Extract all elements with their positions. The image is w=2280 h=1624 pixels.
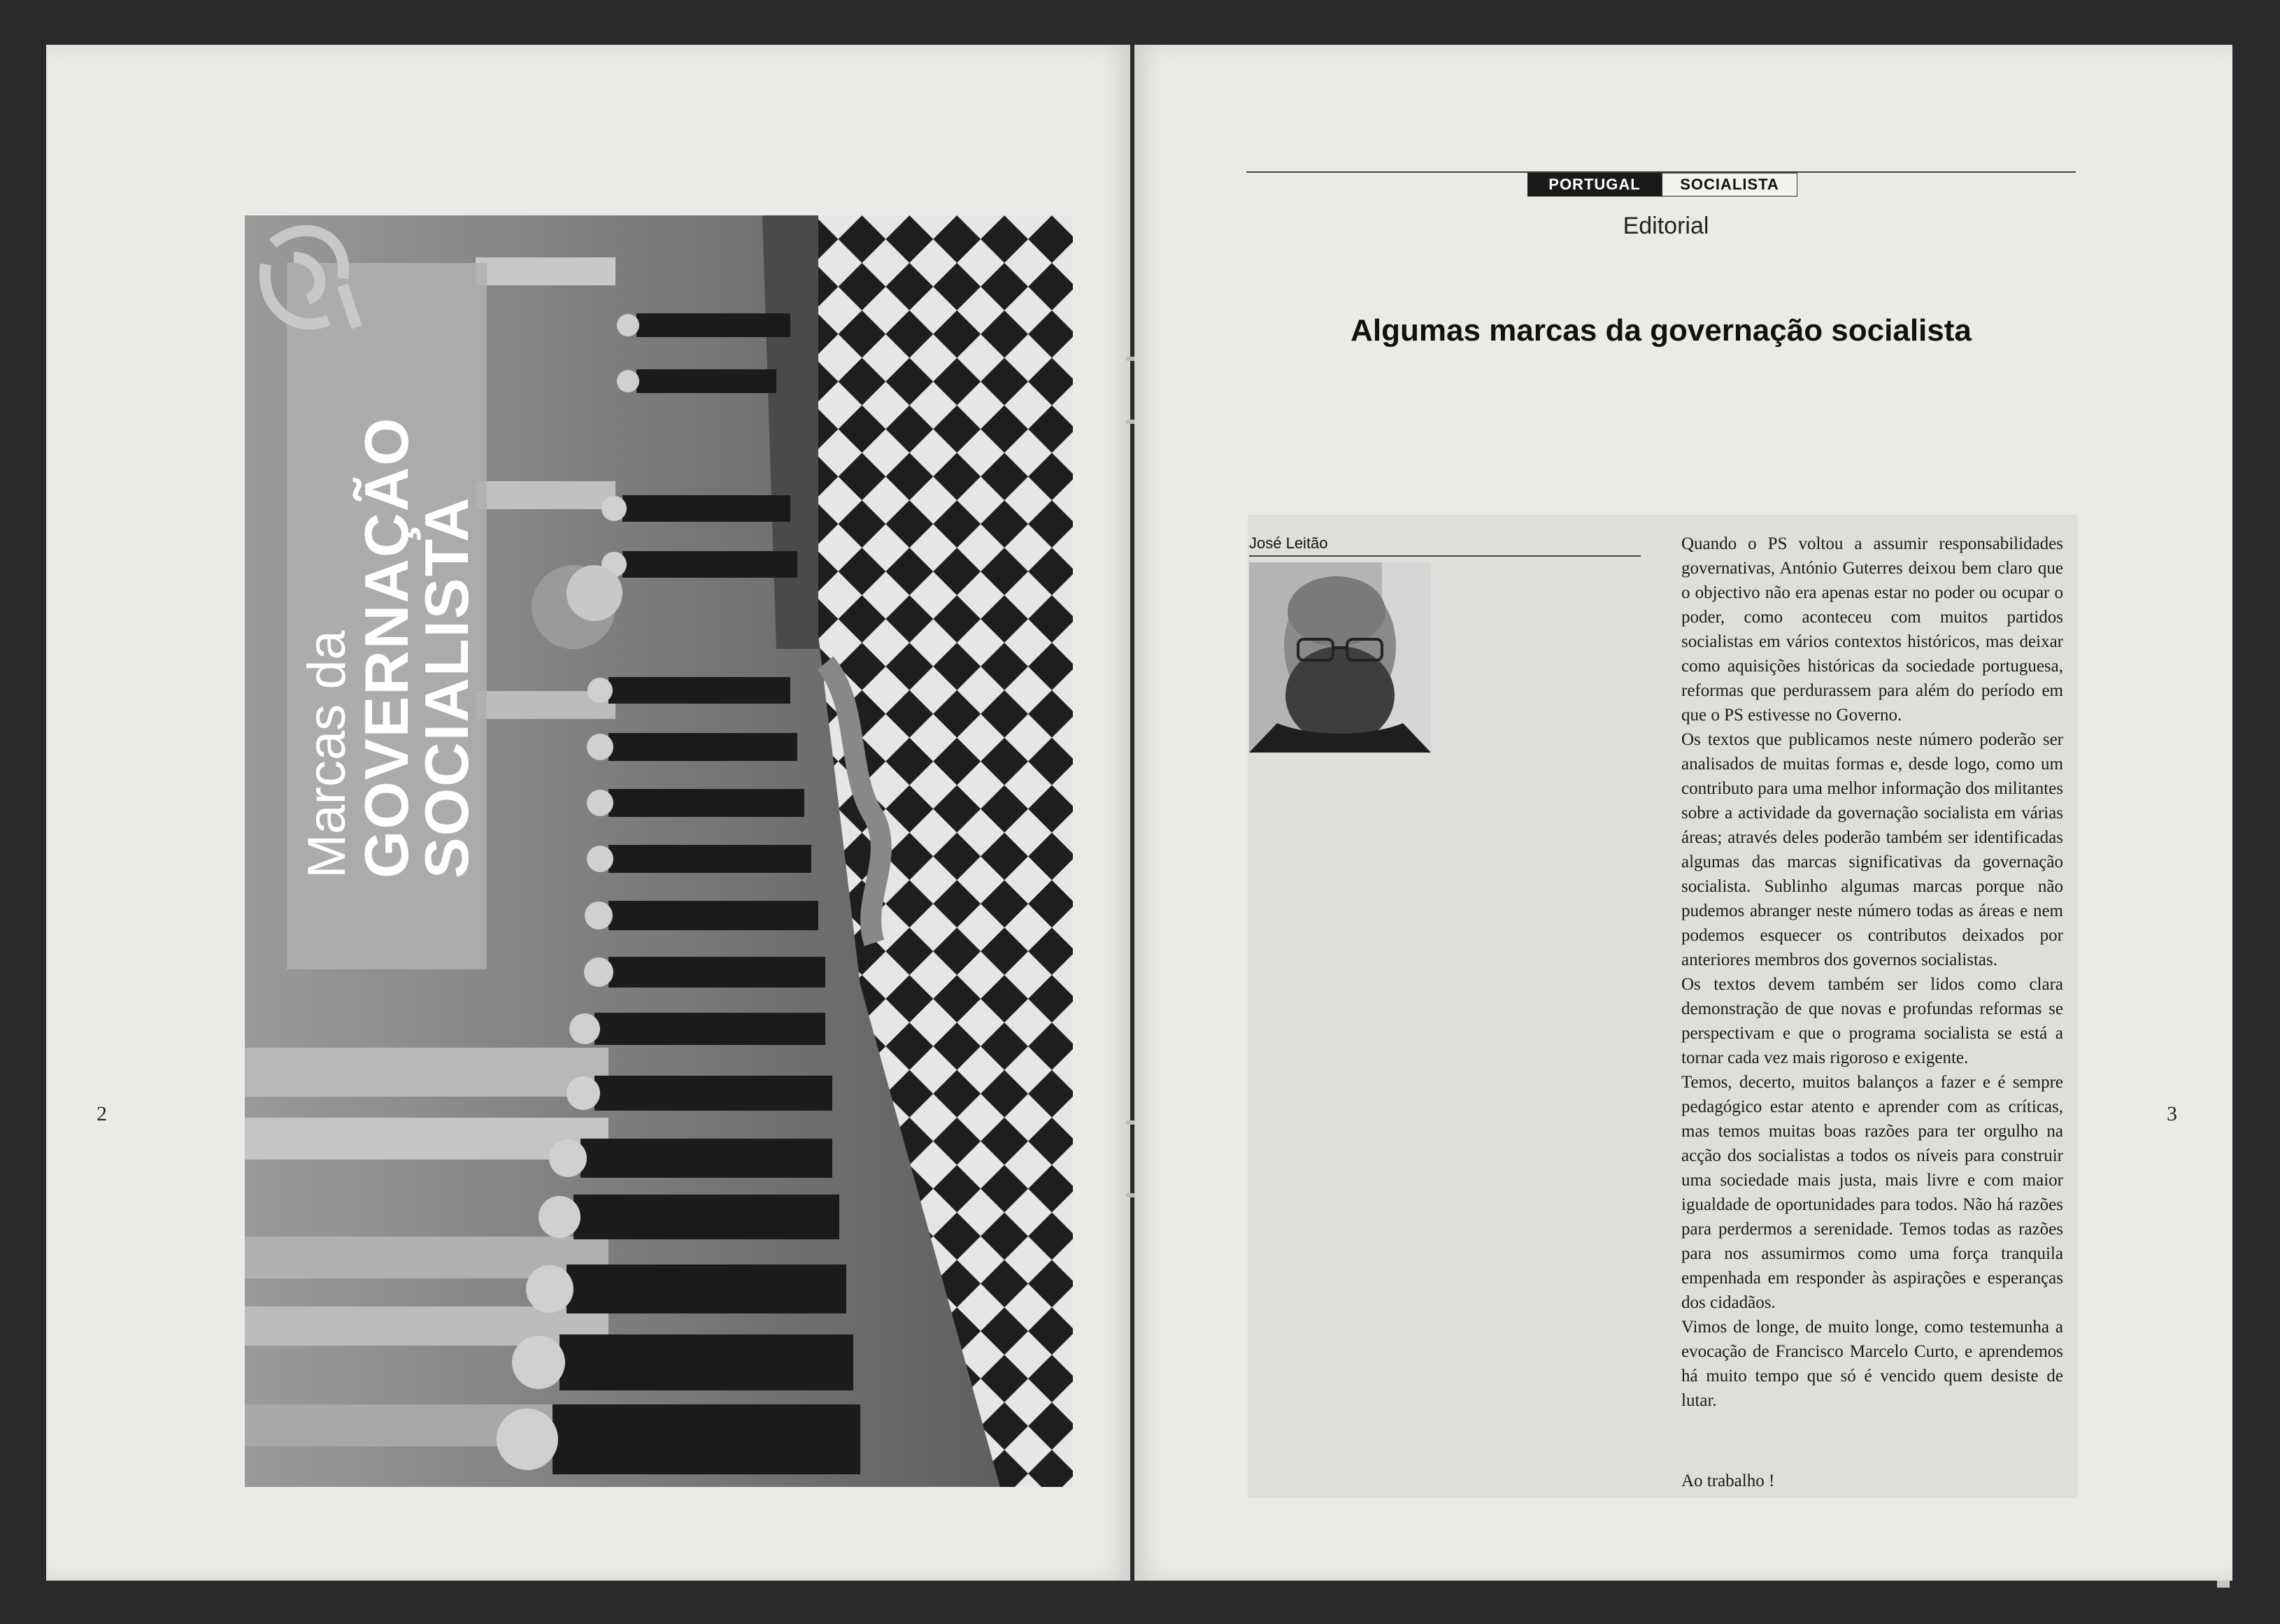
- left-page: [46, 45, 1130, 1581]
- article-paragraph: Os textos devem também ser lidos como clara demonstração de que novas e profundas reformas se perspectivam e que o programa socialista se está a tornar cada vez mais rigoroso e exigente.: [1681, 975, 2063, 1067]
- article-closing: Ao trabalho !: [1681, 1472, 1775, 1490]
- title-banner: [287, 263, 487, 969]
- publication-masthead: [1527, 173, 1797, 197]
- masthead-portugal: PORTUGAL: [1527, 173, 1662, 197]
- masthead-socialista: SOCIALISTA: [1662, 173, 1797, 197]
- author-name: José Leitão: [1249, 534, 1328, 552]
- right-page: [1134, 45, 2232, 1581]
- banner-line-socialista: SOCIALISTA: [412, 496, 481, 878]
- article-paragraph: Temos, decerto, muitos balanços a fazer e é sempre pedagógico estar atento e aprender com as críticas, mas temos muitas boas razões para ter orgulho na acção dos socialistas a todos os níveis para construir uma sociedade mais justa, mais livre e com maior igualdade de oportunidades para todos. Não há razões para perdermos a serenidade. Temos todas as razões para nos assumirmos como uma força tranquila empenhada em responder às aspirações e esperanças dos cidadãos.: [1681, 1073, 2063, 1312]
- ps-rose-logo-icon: [245, 215, 371, 348]
- author-portrait: [1249, 562, 1431, 753]
- article-body: [1681, 532, 2063, 1413]
- article-headline: Algumas marcas da governação socialista: [1351, 313, 1972, 348]
- banner-line-marcas: Marcas da: [297, 630, 357, 878]
- page-number-right: 3: [2167, 1102, 2177, 1125]
- article-paragraph: Os textos que publicamos neste número poderão ser analisados de muitas formas e, desde logo, como um contributo para uma melhor informação dos militantes sobre a actividade da governação socialista em várias áreas; através deles poderão também ser identificadas algumas das marcas significativas da governação socialista. Sublinho algumas marcas porque não pudemos abranger neste número todas as áreas e nem podemos esquecer os contributos deixados por anteriores membros dos governos socialistas.: [1681, 730, 2063, 969]
- section-label: Editorial: [1623, 213, 1709, 239]
- ceremony-photo: [245, 215, 1073, 1487]
- author-rule: [1249, 555, 1641, 557]
- banner-line-governacao: GOVERNAÇÃO: [352, 416, 421, 878]
- page-number-left: 2: [97, 1102, 107, 1125]
- article-paragraph: Quando o PS voltou a assumir responsabilidades governativas, António Guterres deixou bem claro que o objectivo não era apenas estar no poder ou ocupar o poder, como aconteceu com muitos partidos socialistas em vários contextos históricos, mas deixar como aquisições históricas da sociedade portuguesa, reformas que perdurassem para além do período em que o PS estivesse no Governo.: [1681, 534, 2063, 725]
- article-paragraph: Vimos de longe, de muito longe, como testemunha a evocação de Francisco Marcelo Curto, e aprendemos há muito tempo que só é vencido quem desiste de lutar.: [1681, 1318, 2063, 1410]
- author-portrait-graphic: [1249, 562, 1431, 753]
